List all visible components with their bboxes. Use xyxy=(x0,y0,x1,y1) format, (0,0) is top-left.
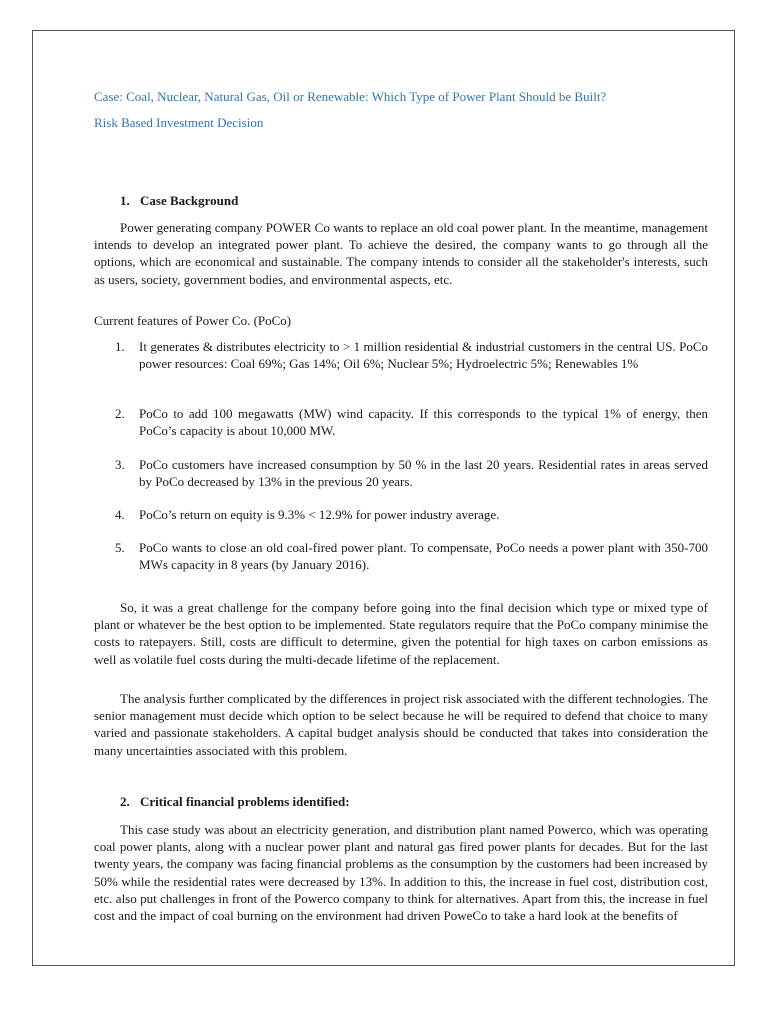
analysis-paragraph: The analysis further complicated by the differences in project risk associated with the different technologies. The senior management must decide which option to be select because he will be required to defend that choice to many varied and passionate stakeholders. A capital budget analysis should be conducted that takes into consideration the many uncertainties associated with this problem. xyxy=(94,691,708,758)
document-page xyxy=(32,30,735,966)
list-item xyxy=(115,338,708,372)
section-title: Critical financial problems identified: xyxy=(140,794,350,809)
section-number: 2. xyxy=(120,794,130,809)
features-label: Current features of Power Co. (PoCo) xyxy=(94,313,292,328)
document-subtitle: Risk Based Investment Decision xyxy=(94,115,264,130)
list-item-number: 3. xyxy=(115,457,125,472)
list-item-number: 5. xyxy=(115,540,125,555)
list-item xyxy=(115,456,708,490)
section-heading-financial-problems xyxy=(120,794,350,810)
list-item-text: It generates & distributes electricity to > 1 million residential & industrial customers in the central US. PoCo power resources: Coal 69%; Gas 14%; Oil 6%; Nuclear 5%; Hydroelectric 5%; Renewables 1% xyxy=(139,339,708,372)
list-item xyxy=(115,506,708,523)
financial-problems-paragraph: This case study was about an electricity generation, and distribution plant named Powerco, which was operating coal power plants, along with a nuclear power plant and natural gas fired power plants for decades. But for the last twenty years, the company was facing financial problems as the consumption by the customers had been increased by 50% while the residential rates were decreased by 13%. In addition to this, the increase in fuel cost, distribution cost, etc. also put challenges in front of the Powerco company to think for alternatives. Apart from this, the increase in fuel cost and the impact of coal burning on the environment had driven PoweCo to take a hard look at the benefits of xyxy=(94,822,708,924)
list-item-number: 2. xyxy=(115,406,125,421)
list-item xyxy=(115,539,708,573)
section-title: Case Background xyxy=(140,193,239,208)
case-background-paragraph: Power generating company POWER Co wants to replace an old coal power plant. In the meantime, management intends to develop an integrated power plant. To achieve the desired, the company wants to go through all the options, which are economical and sustainable. The company intends to consider all the stakeholder's interests, such as users, society, government bodies, and environmental aspects, etc. xyxy=(94,220,708,287)
section-heading-case-background xyxy=(120,193,238,209)
list-item-text: PoCo customers have increased consumption by 50 % in the last 20 years. Residential rates in areas served by PoCo decreased by 13% in the previous 20 years. xyxy=(139,457,708,490)
list-item-number: 1. xyxy=(115,339,125,354)
list-item-text: PoCo’s return on equity is 9.3% < 12.9% for power industry average. xyxy=(139,507,500,522)
list-item-text: PoCo wants to close an old coal-fired power plant. To compensate, PoCo needs a power plant with 350-700 MWs capacity in 8 years (by January 2016). xyxy=(139,540,708,573)
section-number: 1. xyxy=(120,193,130,208)
challenge-paragraph: So, it was a great challenge for the company before going into the final decision which type or mixed type of plant or whatever be the best option to be implemented. State regulators require that the PoCo company minimise the costs to ratepayers. Still, costs are difficult to determine, given the potential for high taxes on carbon emissions as well as volatile fuel costs during the multi-decade lifetime of the replacement. xyxy=(94,600,708,667)
document-title: Case: Coal, Nuclear, Natural Gas, Oil or Renewable: Which Type of Power Plant Should be Built? xyxy=(94,89,607,104)
list-item-number: 4. xyxy=(115,507,125,522)
list-item-text: PoCo to add 100 megawatts (MW) wind capacity. If this corresponds to the typical 1% of energy, then PoCo’s capacity is about 10,000 MW. xyxy=(139,406,708,439)
list-item xyxy=(115,405,708,439)
